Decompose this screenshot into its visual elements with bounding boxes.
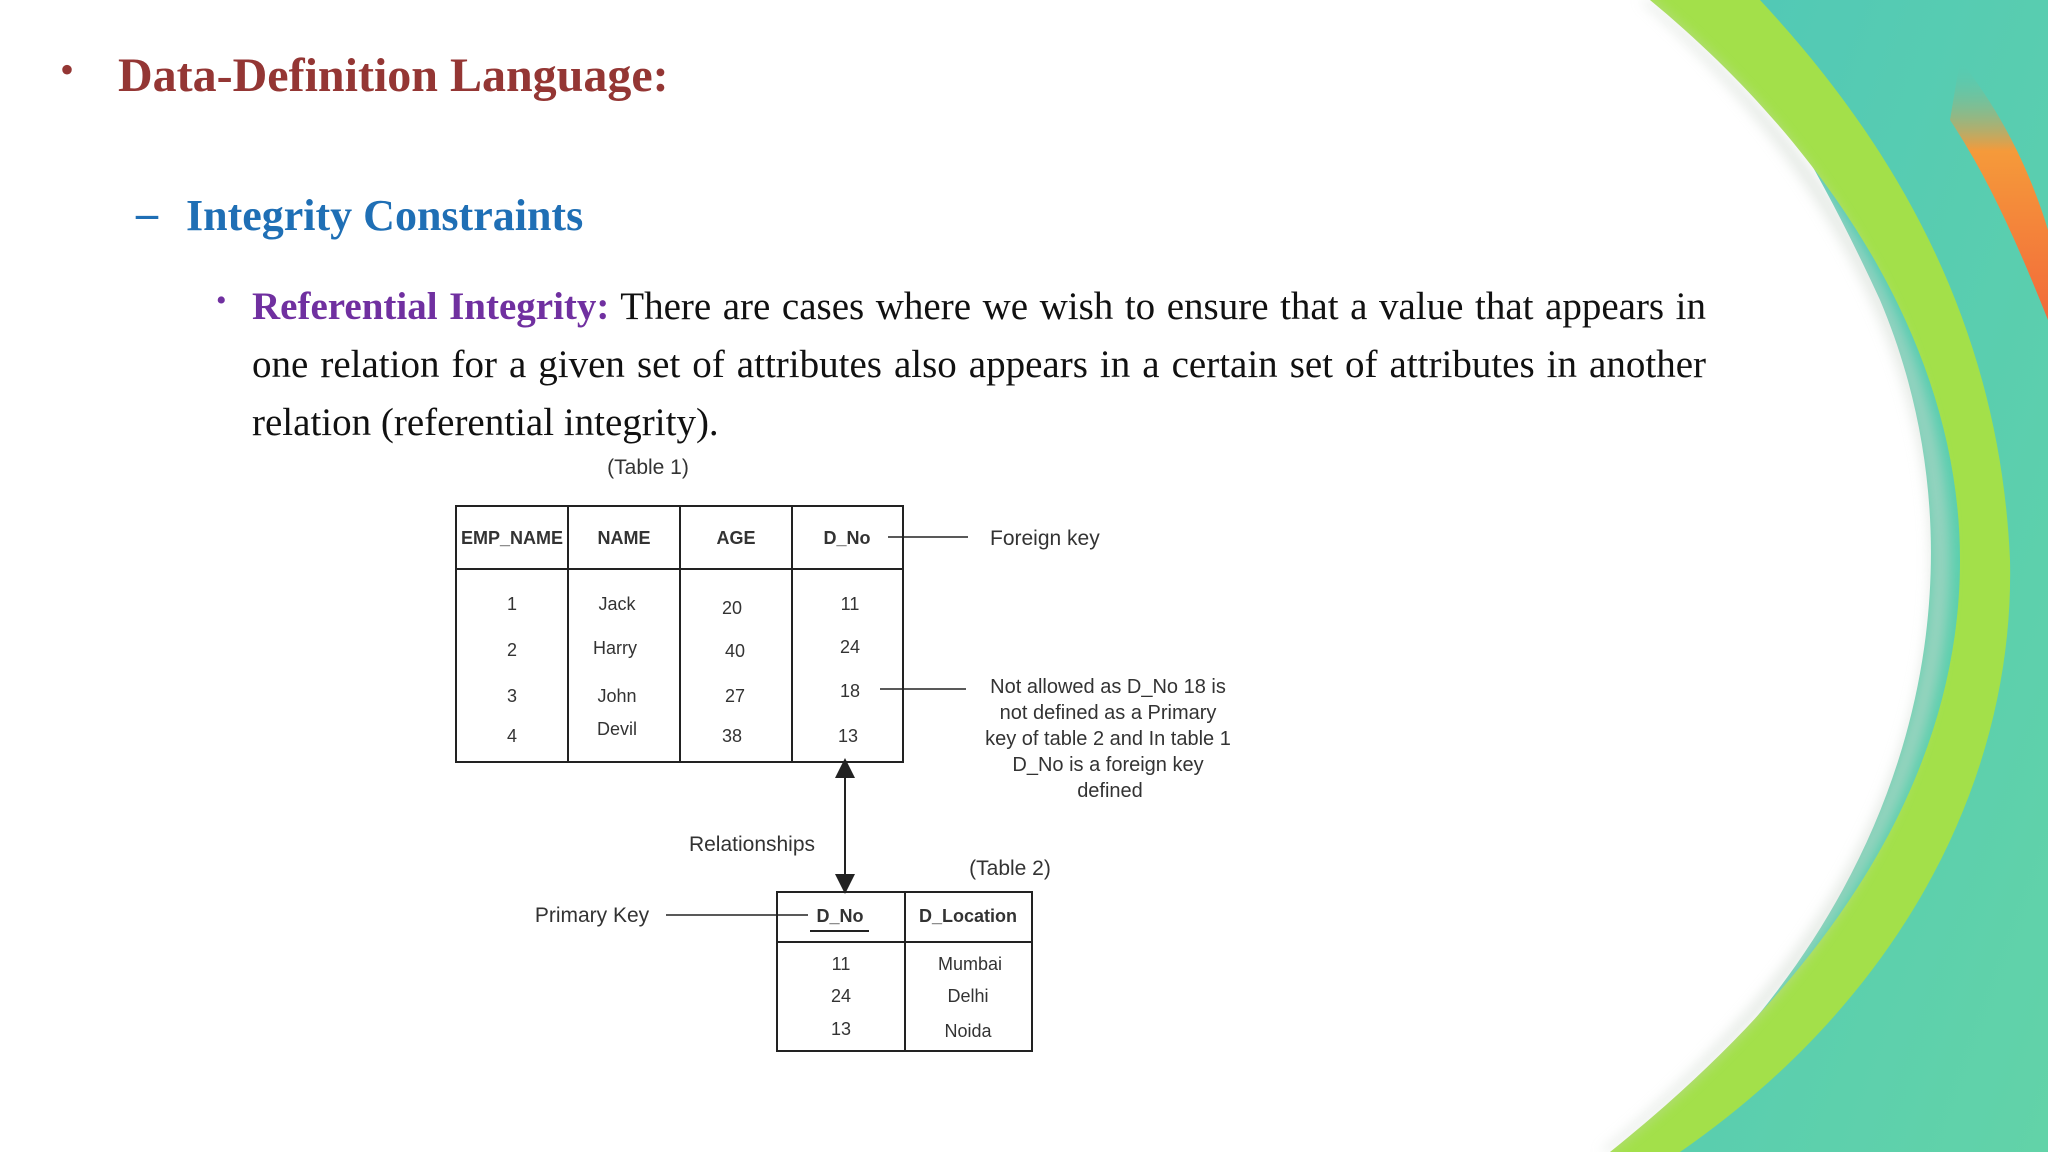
table1-cell: 13 — [837, 726, 859, 746]
slide-subtitle: Integrity Constraints — [186, 191, 584, 240]
table1-cell: Devil — [596, 719, 638, 739]
table1-header-name: NAME — [597, 528, 651, 548]
table1-cell: John — [597, 686, 637, 706]
paragraph-bullet: • — [216, 284, 227, 317]
slide-title: Data-Definition Language: — [118, 49, 669, 102]
table1-cell: 18 — [839, 681, 861, 701]
relationships-label: Relationships — [688, 833, 816, 856]
table1-cell: Jack — [598, 594, 636, 614]
table1-cell: 40 — [724, 641, 746, 661]
table2-caption: (Table 2) — [969, 857, 1051, 880]
table2-cell: 13 — [830, 1019, 852, 1039]
table2-header-d-location: D_Location — [918, 906, 1018, 926]
table1-cell: Harry — [593, 638, 637, 658]
subtitle-dash: – — [136, 189, 158, 238]
table2-header-d-no: D_No — [816, 906, 864, 926]
table2-cell: 11 — [831, 954, 851, 974]
table1-cell: 11 — [840, 594, 860, 614]
table1-cell: 24 — [839, 637, 861, 657]
not-allowed-note-line: key of table 2 and In table 1 — [985, 728, 1231, 750]
not-allowed-note-line: defined — [1077, 780, 1143, 802]
table1-cell: 38 — [721, 726, 743, 746]
primary-key-label: Primary Key — [534, 904, 650, 927]
table2-cell: 24 — [830, 986, 852, 1006]
table1-cell: 4 — [506, 726, 518, 746]
table1-cell: 3 — [506, 686, 518, 706]
table1-cell: 1 — [506, 594, 518, 614]
table2-cell: Mumbai — [937, 954, 1003, 974]
table2-cell: Noida — [944, 1021, 992, 1041]
term-referential-integrity: Referential Integrity: — [252, 285, 610, 328]
not-allowed-note-line: D_No is a foreign key — [1012, 754, 1204, 776]
table1-header-d-no: D_No — [823, 528, 871, 548]
paragraph-body: There are cases where we wish to ensure that a value that appears in one relation for a given set of attributes also appears in a certain set of attributes in another relation (referential integrity). — [252, 285, 1707, 444]
table1-cell: 2 — [506, 640, 518, 660]
title-bullet: • — [60, 47, 75, 92]
table1-header-age: AGE — [716, 528, 756, 548]
table1-cell: 27 — [724, 686, 746, 706]
table1-cell: 20 — [721, 598, 743, 618]
foreign-key-label: Foreign key — [990, 527, 1100, 550]
table1-caption: (Table 1) — [607, 456, 689, 479]
table2-cell: Delhi — [947, 986, 989, 1006]
not-allowed-note-line: Not allowed as D_No 18 is — [990, 676, 1226, 698]
table1-header-emp-name: EMP_NAME — [460, 528, 564, 548]
not-allowed-note-line: not defined as a Primary — [999, 702, 1217, 724]
